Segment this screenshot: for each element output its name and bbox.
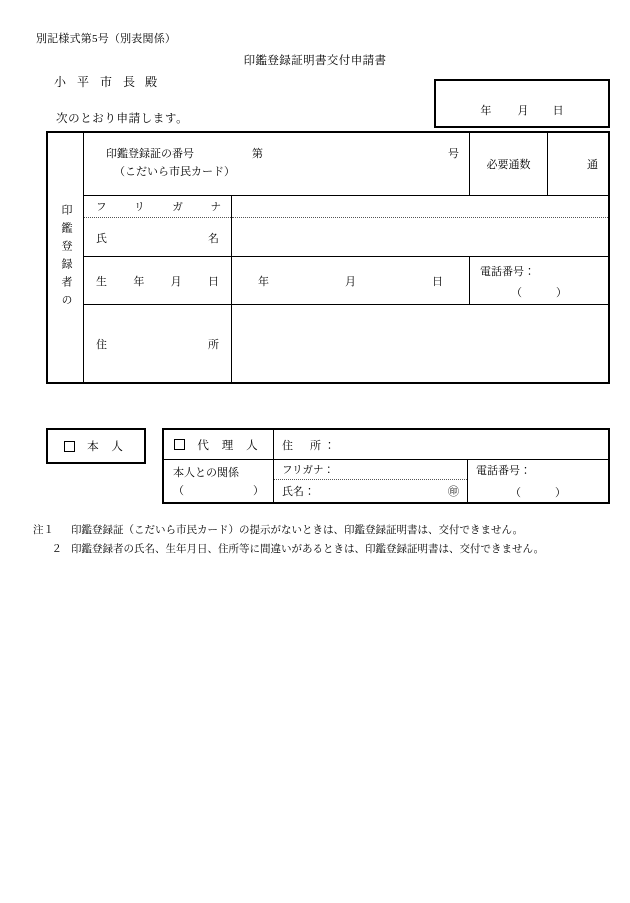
note-marker: 注１ (33, 525, 54, 536)
date-day-label: 日 (552, 105, 564, 117)
proxy-telephone-paren-close: ） (555, 487, 566, 499)
proxy-name-cell[interactable] (274, 480, 467, 502)
application-statement: 次のとおり申請します。 (56, 113, 189, 125)
telephone-paren-close: ） (556, 287, 567, 299)
proxy-address-cell[interactable] (274, 430, 608, 460)
applicant-proxy-header[interactable] (164, 430, 273, 460)
proxy-furigana-label: フリガナ： (282, 465, 334, 476)
name-label (84, 218, 231, 257)
registrant-vertical-label (48, 133, 84, 382)
addressee-name: 小 平 市 長 (54, 75, 140, 89)
page-title: 印鑑登録証明書交付申請書 (243, 55, 387, 67)
birthdate-label-3: 月 (170, 275, 182, 288)
proxy-furigana-cell[interactable] (274, 460, 467, 480)
furigana-char-4: ナ (210, 202, 221, 213)
name-label-right: 名 (208, 232, 219, 245)
name-label-column (84, 196, 232, 256)
copies-input-cell[interactable] (548, 133, 608, 195)
date-month-label: 月 (517, 105, 529, 117)
relationship-label: 本人との関係 (173, 467, 239, 479)
name-input-cell[interactable] (232, 218, 608, 257)
proxy-name-column (274, 460, 468, 502)
proxy-telephone-label: 電話番号： (476, 465, 531, 477)
relationship-paren-close: ） (253, 485, 264, 497)
note-marker: ２ (51, 544, 62, 555)
card-number-prefix: 第 (252, 148, 263, 160)
birthdate-row (84, 257, 608, 305)
applicant-proxy-table (162, 428, 610, 504)
proxy-right-column (274, 430, 608, 502)
furigana-char-3: ガ (172, 202, 183, 213)
proxy-telephone-paren-group (468, 484, 608, 500)
name-row (84, 196, 608, 257)
birthdate-day-label: 日 (432, 275, 443, 288)
card-number-cell[interactable] (84, 133, 470, 195)
card-number-suffix: 号 (448, 148, 459, 160)
birthdate-label (84, 257, 232, 304)
birthdate-label-4: 日 (207, 275, 219, 288)
birthdate-input-cell[interactable] (232, 257, 470, 304)
card-number-sublabel: （こだいら市民カード） (114, 166, 235, 178)
address-input-cell[interactable] (232, 305, 608, 382)
proxy-telephone-cell[interactable] (468, 460, 608, 502)
birthdate-month-label: 月 (345, 275, 356, 288)
furigana-char-2: リ (134, 202, 145, 213)
seal-stamp-icon: ㊞ (448, 486, 459, 498)
registrant-vertical-label-text: 印鑑登録者の (60, 203, 72, 312)
proxy-left-column (164, 430, 274, 502)
address-label-left: 住 (96, 338, 107, 351)
applicant-self-box[interactable] (46, 428, 146, 464)
date-row (436, 102, 608, 118)
note-text: 印鑑登録者の氏名、生年月日、住所等に間違いがあるときは、印鑑登録証明書は、交付できません。 (71, 544, 545, 555)
telephone-label: 電話番号： (480, 266, 535, 278)
applicant-proxy-label: 代 理 人 (197, 439, 263, 452)
telephone-paren-open: （ (511, 287, 522, 299)
address-label-right: 所 (208, 338, 219, 351)
registrant-table-body (84, 133, 608, 382)
proxy-address-label: 住 所： (282, 439, 338, 452)
proxy-name-label: 氏名： (282, 486, 315, 498)
checkbox-self-icon[interactable] (64, 441, 75, 452)
card-number-row (84, 133, 608, 196)
date-field-box[interactable] (434, 79, 610, 128)
note-item (33, 540, 618, 559)
address-row (84, 305, 608, 382)
note-text: 印鑑登録証（こだいら市民カード）の提示がないときは、印鑑登録証明書は、交付できません。 (71, 525, 524, 536)
furigana-label (84, 196, 231, 218)
checkbox-proxy-icon[interactable] (174, 439, 185, 450)
birthdate-year-label: 年 (258, 275, 269, 288)
date-year-label: 年 (480, 105, 492, 117)
relationship-paren-open: （ (173, 485, 184, 497)
birthdate-label-2: 年 (133, 275, 145, 288)
addressee-line (54, 73, 161, 90)
note-item (33, 521, 618, 540)
applicant-self-label: 本 人 (87, 441, 128, 453)
telephone-paren-group (470, 284, 608, 300)
address-label (84, 305, 232, 382)
notes-section (33, 521, 618, 559)
name-label-left: 氏 (96, 232, 107, 245)
telephone-cell[interactable] (470, 257, 608, 304)
relationship-input-cell[interactable] (173, 482, 264, 498)
registrant-table (46, 131, 610, 384)
form-code: 別記様式第5号（別表関係） (36, 33, 177, 45)
copies-unit: 通 (587, 159, 598, 171)
proxy-telephone-paren-open: （ (510, 487, 521, 499)
furigana-input-cell[interactable] (232, 196, 608, 218)
copies-label: 必要通数 (470, 133, 548, 195)
card-number-label: 印鑑登録証の番号 (106, 148, 194, 160)
furigana-char-1: フ (96, 202, 107, 213)
addressee-honorific: 殿 (145, 75, 162, 89)
birthdate-label-1: 生 (96, 275, 107, 288)
